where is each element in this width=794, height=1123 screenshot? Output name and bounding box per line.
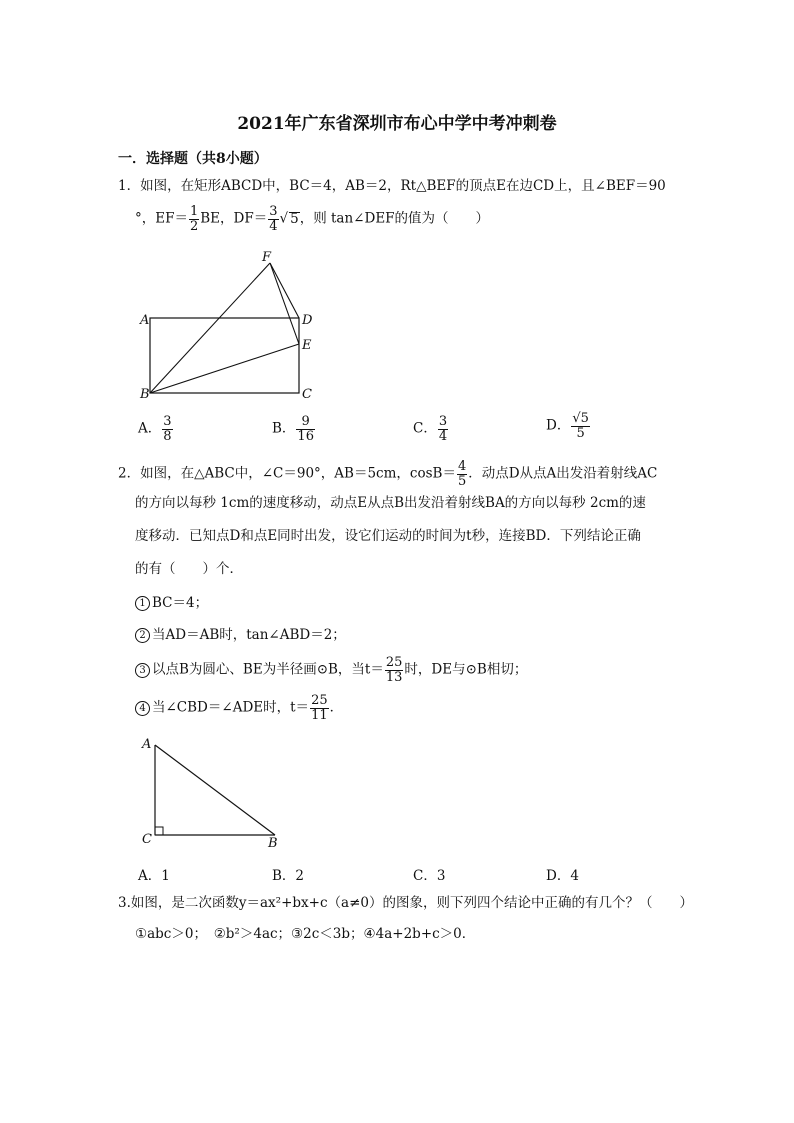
q1-fraction-ef (189, 205, 199, 233)
q1-frac1-den: 2 (189, 218, 199, 234)
q2-line1-pre: 2．如图，在△ABC中，∠C＝90°，AB＝5cm，cosB＝ (118, 465, 456, 482)
q1-frac1-num: 1 (189, 204, 199, 219)
q1-line2-pre: °，EF＝ (135, 210, 188, 227)
q2-cos-fraction (457, 460, 467, 488)
q1-option-b-letter: B． (272, 420, 296, 437)
q1-rectangle-abcd (150, 318, 299, 393)
q2-statement-4-fraction (310, 694, 329, 722)
q1-option-d-fraction (571, 412, 590, 440)
q1-option-d-letter: D． (546, 417, 571, 434)
q1-option-a-fraction (162, 415, 172, 443)
q1-label-c: C (302, 387, 312, 402)
q1-option-d-den: 5 (571, 426, 590, 441)
q1-option-c-den: 4 (438, 428, 448, 444)
q2-label-a: A (142, 737, 152, 752)
q2-statement-3-pre: 以点B为圆心、BE为半径画⊙B，当t＝ (152, 661, 384, 678)
q2-label-b: B (268, 836, 278, 850)
q2-cos-den: 5 (457, 473, 467, 489)
q1-option-d[interactable] (546, 412, 591, 440)
q2-statement-1-text: BC＝4； (152, 595, 209, 611)
q1-option-a-num: 3 (163, 414, 172, 429)
q1-line2-mid: BE，DF＝ (200, 210, 268, 227)
q2-statement-3-fraction (385, 656, 404, 684)
q1-frac2-den: 4 (269, 218, 278, 234)
q2-statement-2-marker: 2 (135, 628, 150, 643)
q1-option-b-fraction (296, 415, 315, 443)
q2-right-angle-mark (155, 827, 163, 835)
q2-statement-4-post: ． (329, 699, 344, 716)
q1-option-b-den: 16 (297, 428, 314, 444)
q1-label-e: E (302, 338, 312, 353)
page-title: 2021年广东省深圳市布心中学中考冲刺卷 (237, 114, 557, 134)
q2-statement-1-marker: 1 (135, 596, 150, 611)
q1-label-d: D (302, 313, 313, 328)
q1-option-a[interactable] (138, 415, 174, 443)
q2-option-c[interactable]: C．3 (413, 868, 446, 884)
q2-statement-4-pre: 当∠CBD＝∠ADE时，t＝ (152, 699, 310, 716)
q1-option-c-letter: C． (413, 420, 437, 437)
q2-option-a[interactable]: A．1 (138, 868, 170, 884)
q2-statement-4 (135, 694, 343, 722)
q1-option-a-letter: A． (138, 420, 162, 437)
q2-line1-post: ．动点D从点A出发沿着射线AC (468, 465, 658, 482)
q2-option-b[interactable]: B．2 (272, 868, 305, 884)
q2-statement-2 (135, 628, 346, 643)
q2-cos-num: 4 (457, 459, 467, 474)
q1-rectangle-diagram (135, 245, 335, 405)
q1-option-c-num: 3 (438, 414, 448, 429)
q2-s3-num: 25 (385, 655, 403, 670)
q2-triangle-diagram (135, 735, 295, 850)
q2-s4-num: 25 (311, 693, 328, 708)
q3-line1: 3.如图，是二次函数y＝ax²+bx+c（a≠0）的图象，则下列四个结论中正确的有几个？（ ） (118, 895, 693, 911)
q2-statement-4-marker: 4 (135, 701, 150, 716)
q1-sqrt-value: 5 (290, 210, 299, 227)
q3-line2: ①abc＞0； ②b²＞4ac；③2c＜3b；④4a+2b+c＞0． (135, 926, 476, 942)
q1-option-a-den: 8 (163, 428, 172, 444)
q2-s3-den: 13 (385, 669, 403, 685)
q2-segment-ab (155, 745, 275, 835)
q1-line2-post: ，则 tan∠DEF的值为（ ） (299, 210, 490, 227)
q2-statement-2-text: 当AD＝AB时，tan∠ABD＝2； (152, 627, 346, 643)
q2-label-c: C (142, 832, 152, 847)
q2-statement-1 (135, 596, 208, 611)
q2-option-d[interactable]: D．4 (546, 868, 579, 884)
q1-option-c-fraction (438, 415, 448, 443)
q2-statement-3-post: 时，DE与⊙B相切； (404, 661, 528, 678)
q1-line2: °，EF＝ $\frac{1}{2}$ BE，DF＝ $\frac{3}{4}$ √ 5，则 tan∠DEF的值为（ ） (135, 204, 490, 234)
q2-s4-den: 11 (311, 707, 328, 723)
q1-segment-fe (270, 263, 299, 344)
q1-label-a: A (140, 313, 150, 328)
q2-statement-3 (135, 656, 527, 684)
q1-line1: 1．如图，在矩形ABCD中，BC＝4，AB＝2，Rt△BEF的顶点E在边CD上，且∠BEF＝90 (118, 178, 666, 194)
q2-line2: 的方向以每秒 1cm的速度移动，动点E从点B出发沿着射线BA的方向以每秒 2cm的速 (135, 495, 646, 511)
q1-option-d-num: √5 (572, 411, 589, 426)
section-heading: 一．选择题（共8小题） (118, 151, 268, 167)
q1-frac2-num: 3 (269, 204, 278, 219)
q1-label-b: B (140, 387, 150, 402)
q1-option-c[interactable] (413, 415, 449, 443)
q2-statement-3-marker: 3 (135, 663, 150, 678)
q2-line1 (118, 460, 657, 488)
q1-fraction-df (268, 205, 278, 233)
q1-label-f: F (262, 250, 272, 265)
q2-line4: 的有（ ）个． (135, 561, 243, 577)
q2-line3: 度移动．已知点D和点E同时出发，设它们运动的时间为t秒，连接BD．下列结论正确 (135, 528, 641, 544)
q1-option-b-num: 9 (301, 414, 310, 429)
q1-segment-fd (270, 263, 299, 318)
q1-option-b[interactable] (272, 415, 316, 443)
